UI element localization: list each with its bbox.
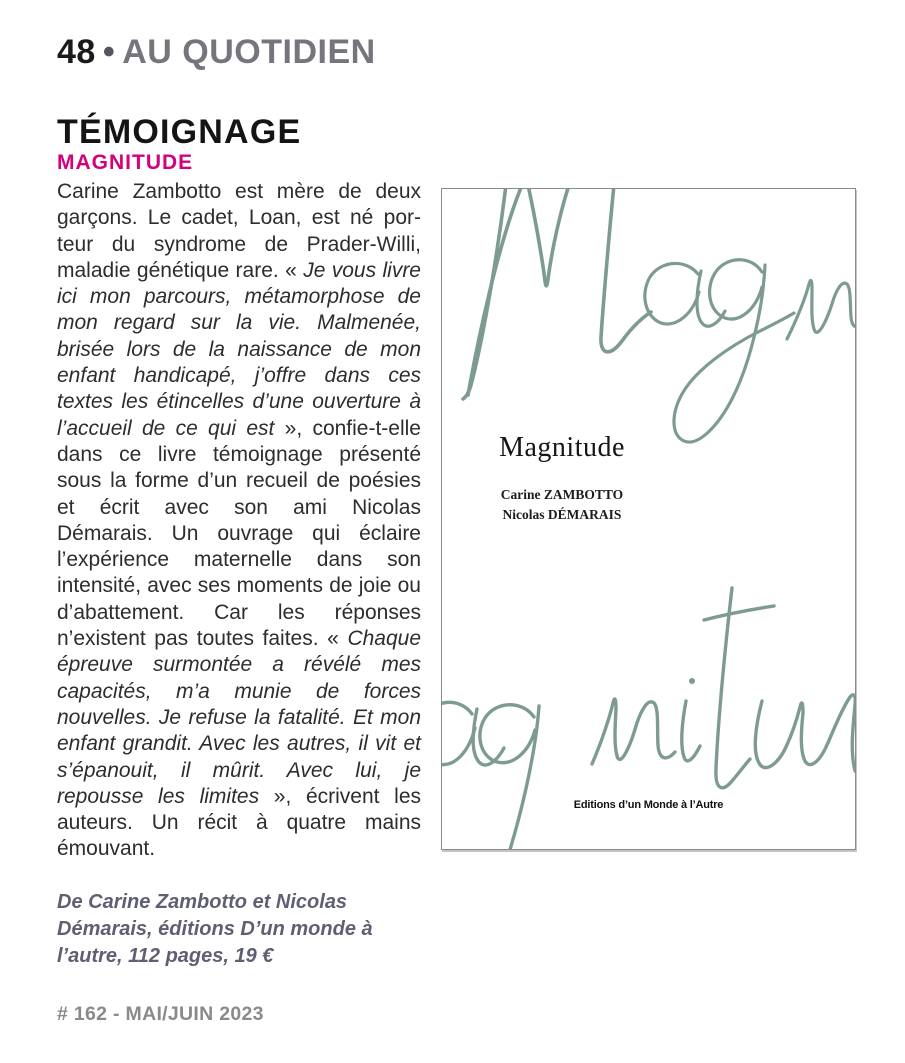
body-segment: », confie-t-elle dans ce livre témoignage présenté sous la forme d’un recueil de poésies et écrit avec son ami Nicolas Démarais. Un ouvrage qui éclaire l’expérience maternelle dans son intensité, avec ses moments de joie ou d’abattement. Car les réponses n’existent pas toutes faites. « (57, 416, 421, 651)
cover-author: Carine ZAMBOTTO (500, 487, 624, 502)
script-letters-agn (645, 260, 856, 442)
header (57, 33, 376, 72)
cover-publisher: Editions d’un Monde à l’Autre (573, 799, 724, 811)
book-cover-image (441, 188, 856, 850)
article-kicker: TÉMOIGNAGE (57, 113, 302, 151)
script-letter-M (463, 189, 651, 399)
article-credit: De Carine Zambotto et Nicolas Démarais, éditions D’un monde à l’autre, 112 pages, 19 € (57, 891, 373, 967)
article-body (57, 179, 421, 863)
section-title: AU QUOTIDIEN (122, 33, 376, 71)
cover-author: Nicolas DÉMARAIS (502, 507, 622, 522)
page-number: 48 (57, 33, 96, 71)
cover-title: Magnitude (499, 432, 625, 463)
issue-footer: # 162 - MAI/JUIN 2023 (57, 1003, 264, 1025)
body-segment: », écrivent les auteurs. Un récit à quatre mains émouvant. (57, 784, 421, 861)
cover-authors (442, 485, 682, 525)
body-segment: Je vous livre ici mon parcours, métamorphose de mon regard sur la vie. Malmenée, brisée lors de la naissance de mon enfant handicapé, j’offre dans ces textes les étincelles d’une ouverture à l’accueil de ce qui est (57, 258, 421, 440)
body-segment: Carine Zambotto est mère de deux garçons. Le cadet, Loan, est né porteur du syndrome de Prader-Willi, maladie génétique rare. « (57, 180, 421, 282)
body-segment: Chaque épreuve surmontée a révélé mes capacités, m’a munie de forces nouvelles. Je refuse la fatalité. Et mon enfant grandit. Avec les autres, il vit et s’épanouit, il mûrit. Avec lui, je repousse les limites (57, 627, 421, 808)
article-title: MAGNITUDE (57, 151, 194, 174)
bullet-separator: • (102, 33, 116, 71)
